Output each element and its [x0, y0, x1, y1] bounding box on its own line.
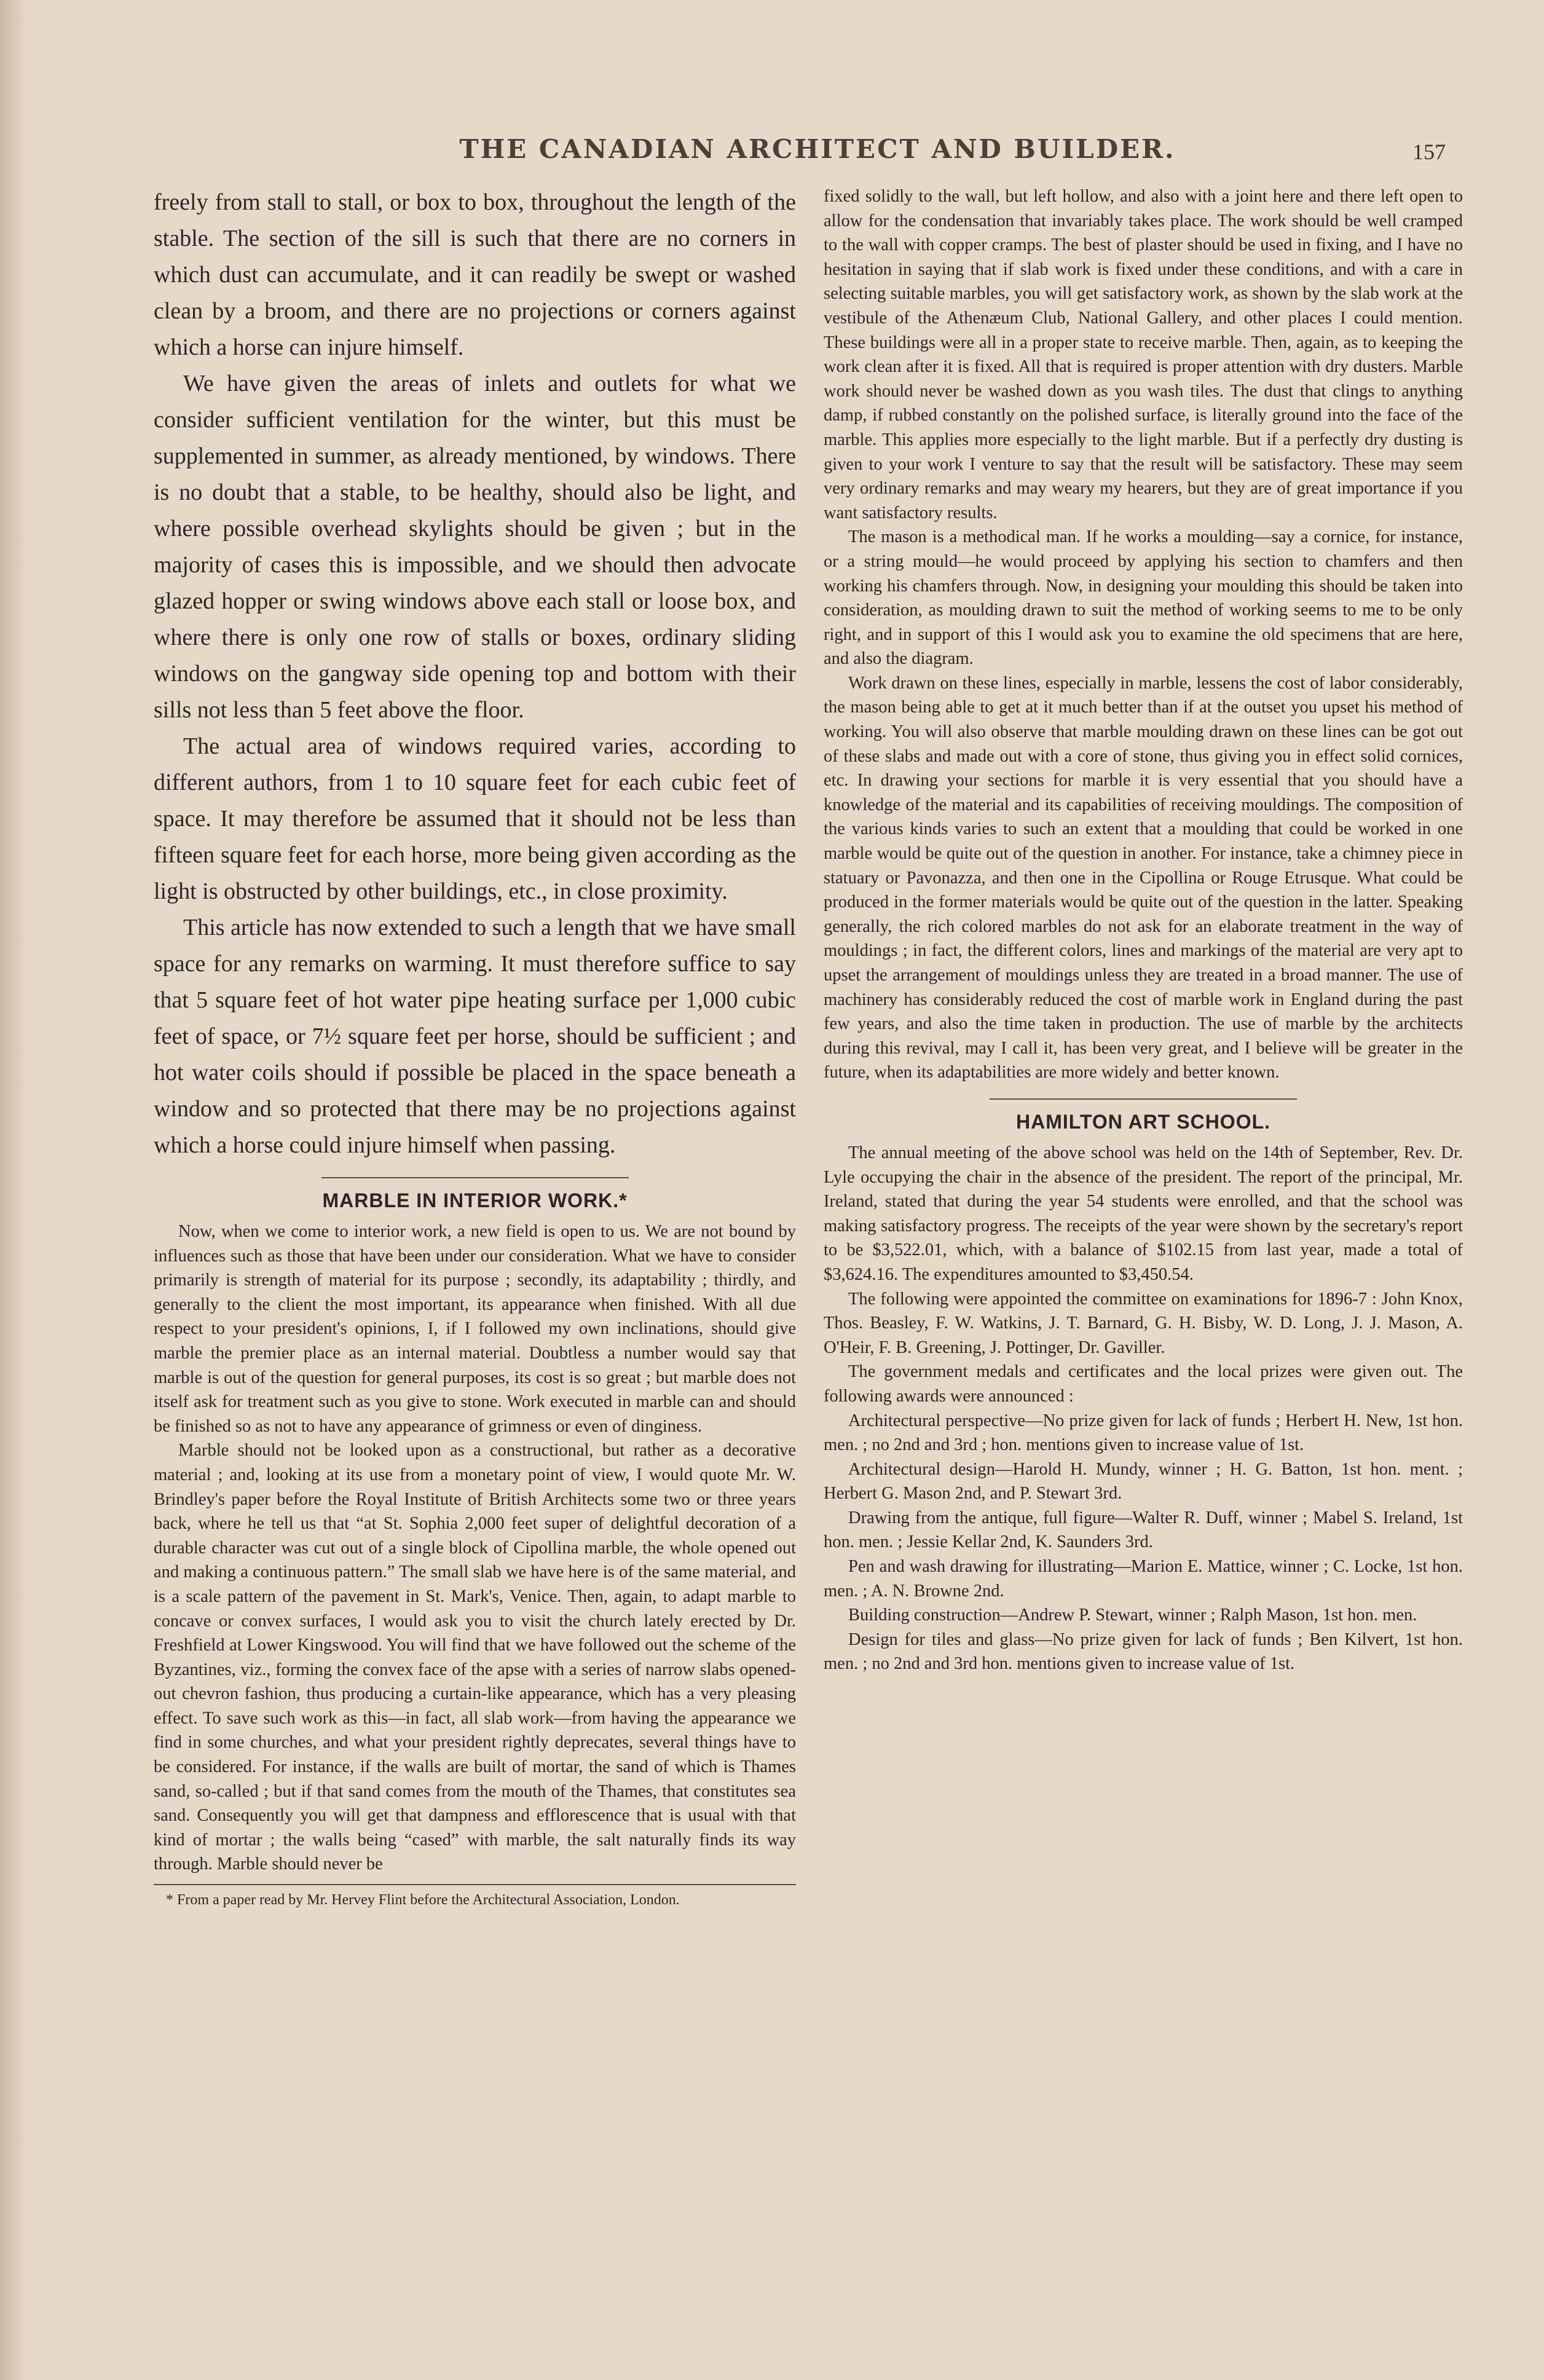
- paragraph: Pen and wash drawing for illustrating—Marion E. Mattice, winner ; C. Locke, 1st hon. men. ; A. N. Browne 2nd.: [824, 1557, 1463, 1601]
- page-binding-edge: [0, 0, 25, 2380]
- paragraph: Now, when we come to interior work, a new field is open to us. We are not bound by influences such as those that have been under our consideration. What we have to consider primarily is strength of material for its purpose ; secondly, its adaptability ; thirdly, and generally to the client the most important, its appearance when finished. With all due respect to your president's opinions, I, if I followed my own inclinations, should give marble the premier place as an internal material. Doubtless a number would say that marble is out of the question for general purposes, its cost is so great ; but marble does not itself ask for treatment such as you give to stone. Work executed in marble can and should be finished so as not to have any appearance of grimness or even of dinginess.: [154, 1222, 796, 1436]
- running-title: THE CANADIAN ARCHITECT AND BUILDER.: [459, 134, 1176, 164]
- paragraph: fixed solidly to the wall, but left hollow, and also with a joint here and there left open to allow for the condensation that invariably takes place. The work should be well cramped to the wall with copper cramps. The best of plaster should be used in fixing, and I have no hesitation in saying that if slab work is fixed under these conditions, and with a care in selecting suitable marbles, you will get satisfactory work, as shown by the slab work at the vestibule of the Athenæum Club, National Gallery, and other places I could mention. These buildings were all in a proper state to receive marble. Then, again, as to keeping the work clean after it is fixed. All that is required is proper attention with dry dusters. Marble work should never be washed down as you wash tiles. The dust that clings to anything damp, if rubbed constantly on the polished surface, is literally ground into the face of the marble. This applies more especially to the light marble. But if a perfectly dry dusting is given to your work I venture to say that the result will be satisfactory. These may seem very ordinary remarks and may weary my hearers, but they are of great importance if you want satisfactory results.: [824, 187, 1463, 522]
- paragraph: Marble should not be looked upon as a constructional, but rather as a decorative material ; and, looking at its use from a monetary point of view, I would quote Mr. W. Brindley's paper before the Royal Institute of British Architects some two or three years back, where he tell us that “at St. Sophia 2,000 feet super of delightful decoration of a durable character was cut out of a single block of Cipollina marble, the whole opened out and making a continuous pattern.” The small slab we have here is of the same material, and is a scale pattern of the pavement in St. Mark's, Venice. Then, again, to adapt marble to concave or convex surfaces, I would ask you to visit the church lately erected by Dr. Freshfield at Lower Kingswood. You will find that we have followed out the scheme of the Byzantines, viz., forming the convex face of the apse with a series of narrow slabs opened-out chevron fashion, thus producing a curtain-like appearance, which has a very pleasing effect. To save such work as this—in fact, all slab work—from having the appearance we find in some churches, and what your president rightly deprecates, several things have to be considered. For instance, if the walls are built of mortar, the sand of which is Thames sand, so-called ; but if that sand comes from the mouth of the Thames, that constitutes sea sand. Consequently you will get that dampness and efflorescence that is usual with that kind of mortar ; the walls being “cased” with marble, the salt naturally finds its way through. Marble should never be: [154, 1441, 796, 1874]
- page-number: 157: [1412, 140, 1446, 164]
- stable-article-continuation: [154, 184, 796, 1164]
- paragraph: The government medals and certificates and the local prizes were given out. The following awards were announced :: [824, 1362, 1463, 1406]
- marble-article-heading: MARBLE IN INTERIOR WORK.*: [322, 1189, 628, 1212]
- paragraph: Architectural design—Harold H. Mundy, winner ; H. G. Batton, 1st hon. ment. ; Herbert G. Mason 2nd, and P. Stewart 3rd.: [824, 1459, 1463, 1503]
- paragraph: We have given the areas of inlets and outlets for what we consider sufficient ventilation for the winter, but this must be supplemented in summer, as already mentioned, by windows. There is no doubt that a stable, to be healthy, should also be light, and where possible overhead skylights should be given ; but in the majority of cases this is impossible, and we should then advocate glazed hopper or swing windows above each stall or loose box, and where there is only one row of stalls or boxes, ordinary sliding windows on the gangway side opening top and bottom with their sills not less than 5 feet above the floor.: [154, 371, 796, 723]
- paragraph: This article has now extended to such a length that we have small space for any remarks on warming. It must therefore suffice to say that 5 square feet of hot water pipe heating surface per 1,000 cubic feet of space, or 7½ square feet per horse, should be sufficient ; and hot water coils should if possible be placed in the space beneath a window and so protected that there may be no projections against which a horse could injure himself when passing.: [154, 915, 796, 1158]
- paragraph: The actual area of windows required varies, according to different authors, from 1 to 10 square feet for each cubic feet of space. It may therefore be assumed that it should not be less than fifteen square feet for each horse, more being given according as the light is obstructed by other buildings, etc., in close proximity.: [154, 733, 796, 904]
- paragraph: Design for tiles and glass—No prize given for lack of funds ; Ben Kilvert, 1st hon. men. ; no 2nd and 3rd hon. mentions given to increase value of 1st.: [824, 1629, 1463, 1674]
- paragraph: The following were appointed the committee on examinations for 1896-7 : John Knox, Thos. Beasley, F. W. Watkins, J. T. Barnard, G. H. Bisby, W. D. Long, J. J. Mason, A. O'Heir, F. B. Greening, J. Pottinger, Dr. Gaviller.: [824, 1289, 1463, 1357]
- right-column: [824, 184, 1463, 1676]
- paragraph: Work drawn on these lines, especially in marble, lessens the cost of labor considerably, the mason being able to get at it much better than if at the outset you upset his method of working. You will also observe that marble moulding drawn on these lines can be got out of these slabs and made out with a core of stone, thus giving you in effect solid cornices, etc. In drawing your sections for marble it is very essential that you should have a knowledge of the material and its capabilities of receiving mouldings. The composition of the various kinds varies to such an extent that a moulding that could be worked in one marble would be quite out of the question in another. For instance, take a chimney piece in statuary or Pavonazza, and then one in the Cipollina or Rouge Etrusque. What could be produced in the former materials would be quite out of the question in the latter. Speaking generally, the rich colored marbles do not ask for an elaborate treatment in the way of mouldings ; in fact, the different colors, lines and markings of the material are very apt to upset the arrangement of mouldings unless they are treated in a broad manner. The use of machinery has considerably reduced the cost of marble work in England during the past few years, and also the time taken in production. The use of marble by the architects during this revival, may I call it, has been very great, and I believe will be greater in the future, when its adaptabilities are more widely and better known.: [824, 673, 1463, 1082]
- footnote-text: * From a paper read by Mr. Hervey Flint before the Architectural Association, London.: [166, 1892, 680, 1909]
- paragraph: freely from stall to stall, or box to box, throughout the length of the stable. The section of the sill is such that there are no corners in which dust can accumulate, and it can readily be swept or washed clean by a broom, and there are no projections or corners against which a horse can injure himself.: [154, 189, 796, 360]
- footnote: [154, 1884, 796, 1910]
- paragraph: Building construction—Andrew P. Stewart, winner ; Ralph Mason, 1st hon. men.: [848, 1606, 1417, 1625]
- paragraph: Drawing from the antique, full figure—Walter R. Duff, winner ; Mabel S. Ireland, 1st hon. men. ; Jessie Kellar 2nd, K. Saunders 3rd.: [824, 1508, 1463, 1552]
- left-column: [154, 184, 796, 1910]
- hamilton-article-body: [824, 1141, 1463, 1676]
- paragraph: The annual meeting of the above school was held on the 14th of September, Rev. Dr. Lyle occupying the chair in the absence of the president. The report of the principal, Mr. Ireland, stated that during the year 54 students were enrolled, and that the school was making satisfactory progress. The receipts of the year were shown by the secretary's report to be $3,522.01, which, with a balance of $102.15 from last year, made a total of $3,624.16. The expenditures amounted to $3,450.54.: [824, 1143, 1463, 1284]
- paragraph: Architectural perspective—No prize given for lack of funds ; Herbert H. New, 1st hon. men. ; no 2nd and 3rd ; hon. mentions given to increase value of 1st.: [824, 1411, 1463, 1455]
- paragraph: The mason is a methodical man. If he works a moulding—say a cornice, for instance, or a string mould—he would proceed by applying his section to chamfers and then working his chamfers through. Now, in designing your moulding this should be taken into consideration, as moulding drawn to suit the method of working seems to me to be only right, and in support of this I would ask you to examine the old specimens that are here, and also the diagram.: [824, 527, 1463, 669]
- section-divider: [321, 1177, 629, 1178]
- marble-article-body: [154, 1220, 796, 1877]
- section-divider: [990, 1098, 1297, 1100]
- marble-article-continuation: [824, 184, 1463, 1085]
- hamilton-article-heading: HAMILTON ART SCHOOL.: [1015, 1110, 1271, 1133]
